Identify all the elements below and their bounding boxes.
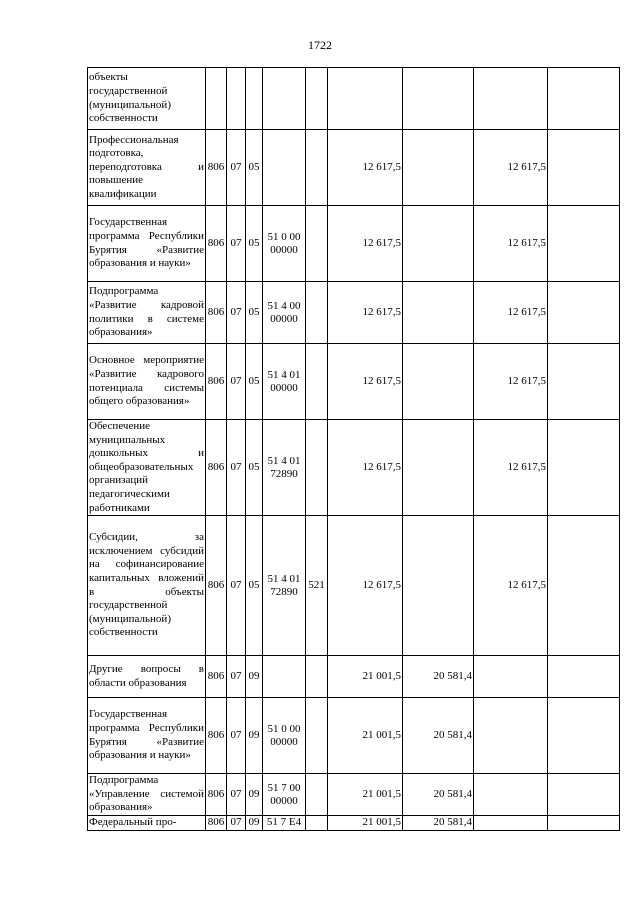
- target-article-code: 51 4 01 00000: [263, 344, 306, 420]
- table-row: [88, 816, 620, 831]
- empty-cell: [548, 516, 620, 656]
- expense-type-code: [306, 774, 328, 816]
- amount-col-2: [403, 68, 474, 130]
- subsection-code: 05: [246, 206, 263, 282]
- expense-type-code: [306, 656, 328, 698]
- empty-cell: [548, 130, 620, 206]
- subsection-code: 05: [246, 130, 263, 206]
- expense-type-code: [306, 206, 328, 282]
- ministry-code: 806: [206, 420, 227, 516]
- target-article-code: 51 4 00 00000: [263, 282, 306, 344]
- amount-col-2: 20 581,4: [403, 774, 474, 816]
- section-code: 07: [227, 420, 246, 516]
- amount-col-1: [328, 68, 403, 130]
- amount-col-1: 21 001,5: [328, 698, 403, 774]
- row-name: Другие вопросы в области образования: [88, 656, 206, 698]
- amount-col-3: 12 617,5: [474, 206, 548, 282]
- ministry-code: 806: [206, 656, 227, 698]
- empty-cell: [548, 206, 620, 282]
- target-article-code: 51 7 E4: [263, 816, 306, 831]
- target-article-code: [263, 68, 306, 130]
- subsection-code: 09: [246, 698, 263, 774]
- amount-col-1: 21 001,5: [328, 816, 403, 831]
- subsection-code: 05: [246, 516, 263, 656]
- amount-col-3: [474, 774, 548, 816]
- amount-col-3: 12 617,5: [474, 344, 548, 420]
- expense-type-code: [306, 420, 328, 516]
- section-code: 07: [227, 774, 246, 816]
- amount-col-1: 21 001,5: [328, 774, 403, 816]
- ministry-code: 806: [206, 130, 227, 206]
- table-row: [88, 344, 620, 420]
- amount-col-1: 12 617,5: [328, 516, 403, 656]
- amount-col-3: 12 617,5: [474, 516, 548, 656]
- ministry-code: [206, 68, 227, 130]
- target-article-code: 51 4 01 72890: [263, 420, 306, 516]
- row-name: Подпрограмма «Развитие кадровой политики в системе образования»: [88, 282, 206, 344]
- row-name: объекты государственной (муниципальной) собственности: [88, 68, 206, 130]
- section-code: 07: [227, 656, 246, 698]
- row-name: Государственная программа Республики Бурятия «Развитие образования и науки»: [88, 698, 206, 774]
- row-name: Государственная программа Республики Бурятия «Развитие образования и науки»: [88, 206, 206, 282]
- subsection-code: 05: [246, 282, 263, 344]
- expense-type-code: [306, 344, 328, 420]
- amount-col-2: [403, 282, 474, 344]
- ministry-code: 806: [206, 206, 227, 282]
- amount-col-3: [474, 656, 548, 698]
- amount-col-3: [474, 698, 548, 774]
- subsection-code: 09: [246, 816, 263, 831]
- ministry-code: 806: [206, 516, 227, 656]
- target-article-code: 51 7 00 00000: [263, 774, 306, 816]
- section-code: 07: [227, 516, 246, 656]
- table-row: [88, 656, 620, 698]
- expense-type-code: 521: [306, 516, 328, 656]
- amount-col-2: [403, 420, 474, 516]
- row-name: Обеспечение муниципальных дошкольных и общеобразовательных организаций педагогическими работниками: [88, 420, 206, 516]
- row-name: Федеральный про-: [88, 816, 206, 831]
- table-body: [88, 68, 620, 831]
- section-code: [227, 68, 246, 130]
- amount-col-2: [403, 206, 474, 282]
- expense-type-code: [306, 816, 328, 831]
- section-code: 07: [227, 816, 246, 831]
- table-row: [88, 516, 620, 656]
- row-name: Подпрограмма «Управление системой образования»: [88, 774, 206, 816]
- row-name: Субсидии, за исключением субсидий на софинансирование капитальных вложений в объекты государственной (муниципальной) собственности: [88, 516, 206, 656]
- empty-cell: [548, 774, 620, 816]
- expense-type-code: [306, 130, 328, 206]
- target-article-code: 51 4 01 72890: [263, 516, 306, 656]
- section-code: 07: [227, 344, 246, 420]
- amount-col-2: [403, 130, 474, 206]
- subsection-code: [246, 68, 263, 130]
- amount-col-1: 12 617,5: [328, 206, 403, 282]
- section-code: 07: [227, 130, 246, 206]
- ministry-code: 806: [206, 816, 227, 831]
- page-number: 1722: [308, 38, 332, 52]
- table-row: [88, 130, 620, 206]
- amount-col-2: 20 581,4: [403, 698, 474, 774]
- empty-cell: [548, 816, 620, 831]
- subsection-code: 09: [246, 774, 263, 816]
- amount-col-3: 12 617,5: [474, 282, 548, 344]
- subsection-code: 09: [246, 656, 263, 698]
- empty-cell: [548, 656, 620, 698]
- amount-col-3: [474, 816, 548, 831]
- amount-col-2: [403, 344, 474, 420]
- amount-col-3: [474, 68, 548, 130]
- ministry-code: 806: [206, 344, 227, 420]
- section-code: 07: [227, 206, 246, 282]
- target-article-code: [263, 656, 306, 698]
- amount-col-3: 12 617,5: [474, 130, 548, 206]
- empty-cell: [548, 68, 620, 130]
- ministry-code: 806: [206, 282, 227, 344]
- subsection-code: 05: [246, 420, 263, 516]
- ministry-code: 806: [206, 698, 227, 774]
- empty-cell: [548, 420, 620, 516]
- subsection-code: 05: [246, 344, 263, 420]
- expense-type-code: [306, 698, 328, 774]
- table-row: [88, 282, 620, 344]
- amount-col-1: 12 617,5: [328, 130, 403, 206]
- expense-type-code: [306, 282, 328, 344]
- amount-col-2: [403, 516, 474, 656]
- row-name: Основное мероприятие «Развитие кадрового потенциала системы общего образования»: [88, 344, 206, 420]
- amount-col-2: 20 581,4: [403, 816, 474, 831]
- target-article-code: 51 0 00 00000: [263, 698, 306, 774]
- table-row: [88, 774, 620, 816]
- amount-col-1: 12 617,5: [328, 420, 403, 516]
- target-article-code: [263, 130, 306, 206]
- amount-col-1: 21 001,5: [328, 656, 403, 698]
- target-article-code: 51 0 00 00000: [263, 206, 306, 282]
- amount-col-3: 12 617,5: [474, 420, 548, 516]
- amount-col-1: 12 617,5: [328, 344, 403, 420]
- expense-type-code: [306, 68, 328, 130]
- empty-cell: [548, 282, 620, 344]
- table-row: [88, 420, 620, 516]
- amount-col-1: 12 617,5: [328, 282, 403, 344]
- section-code: 07: [227, 282, 246, 344]
- budget-table: [87, 67, 620, 831]
- section-code: 07: [227, 698, 246, 774]
- empty-cell: [548, 344, 620, 420]
- ministry-code: 806: [206, 774, 227, 816]
- table-row: [88, 206, 620, 282]
- empty-cell: [548, 698, 620, 774]
- table-row: [88, 698, 620, 774]
- row-name: Профессиональная подготовка, переподготовка и повышение квалификации: [88, 130, 206, 206]
- table-row: [88, 68, 620, 130]
- amount-col-2: 20 581,4: [403, 656, 474, 698]
